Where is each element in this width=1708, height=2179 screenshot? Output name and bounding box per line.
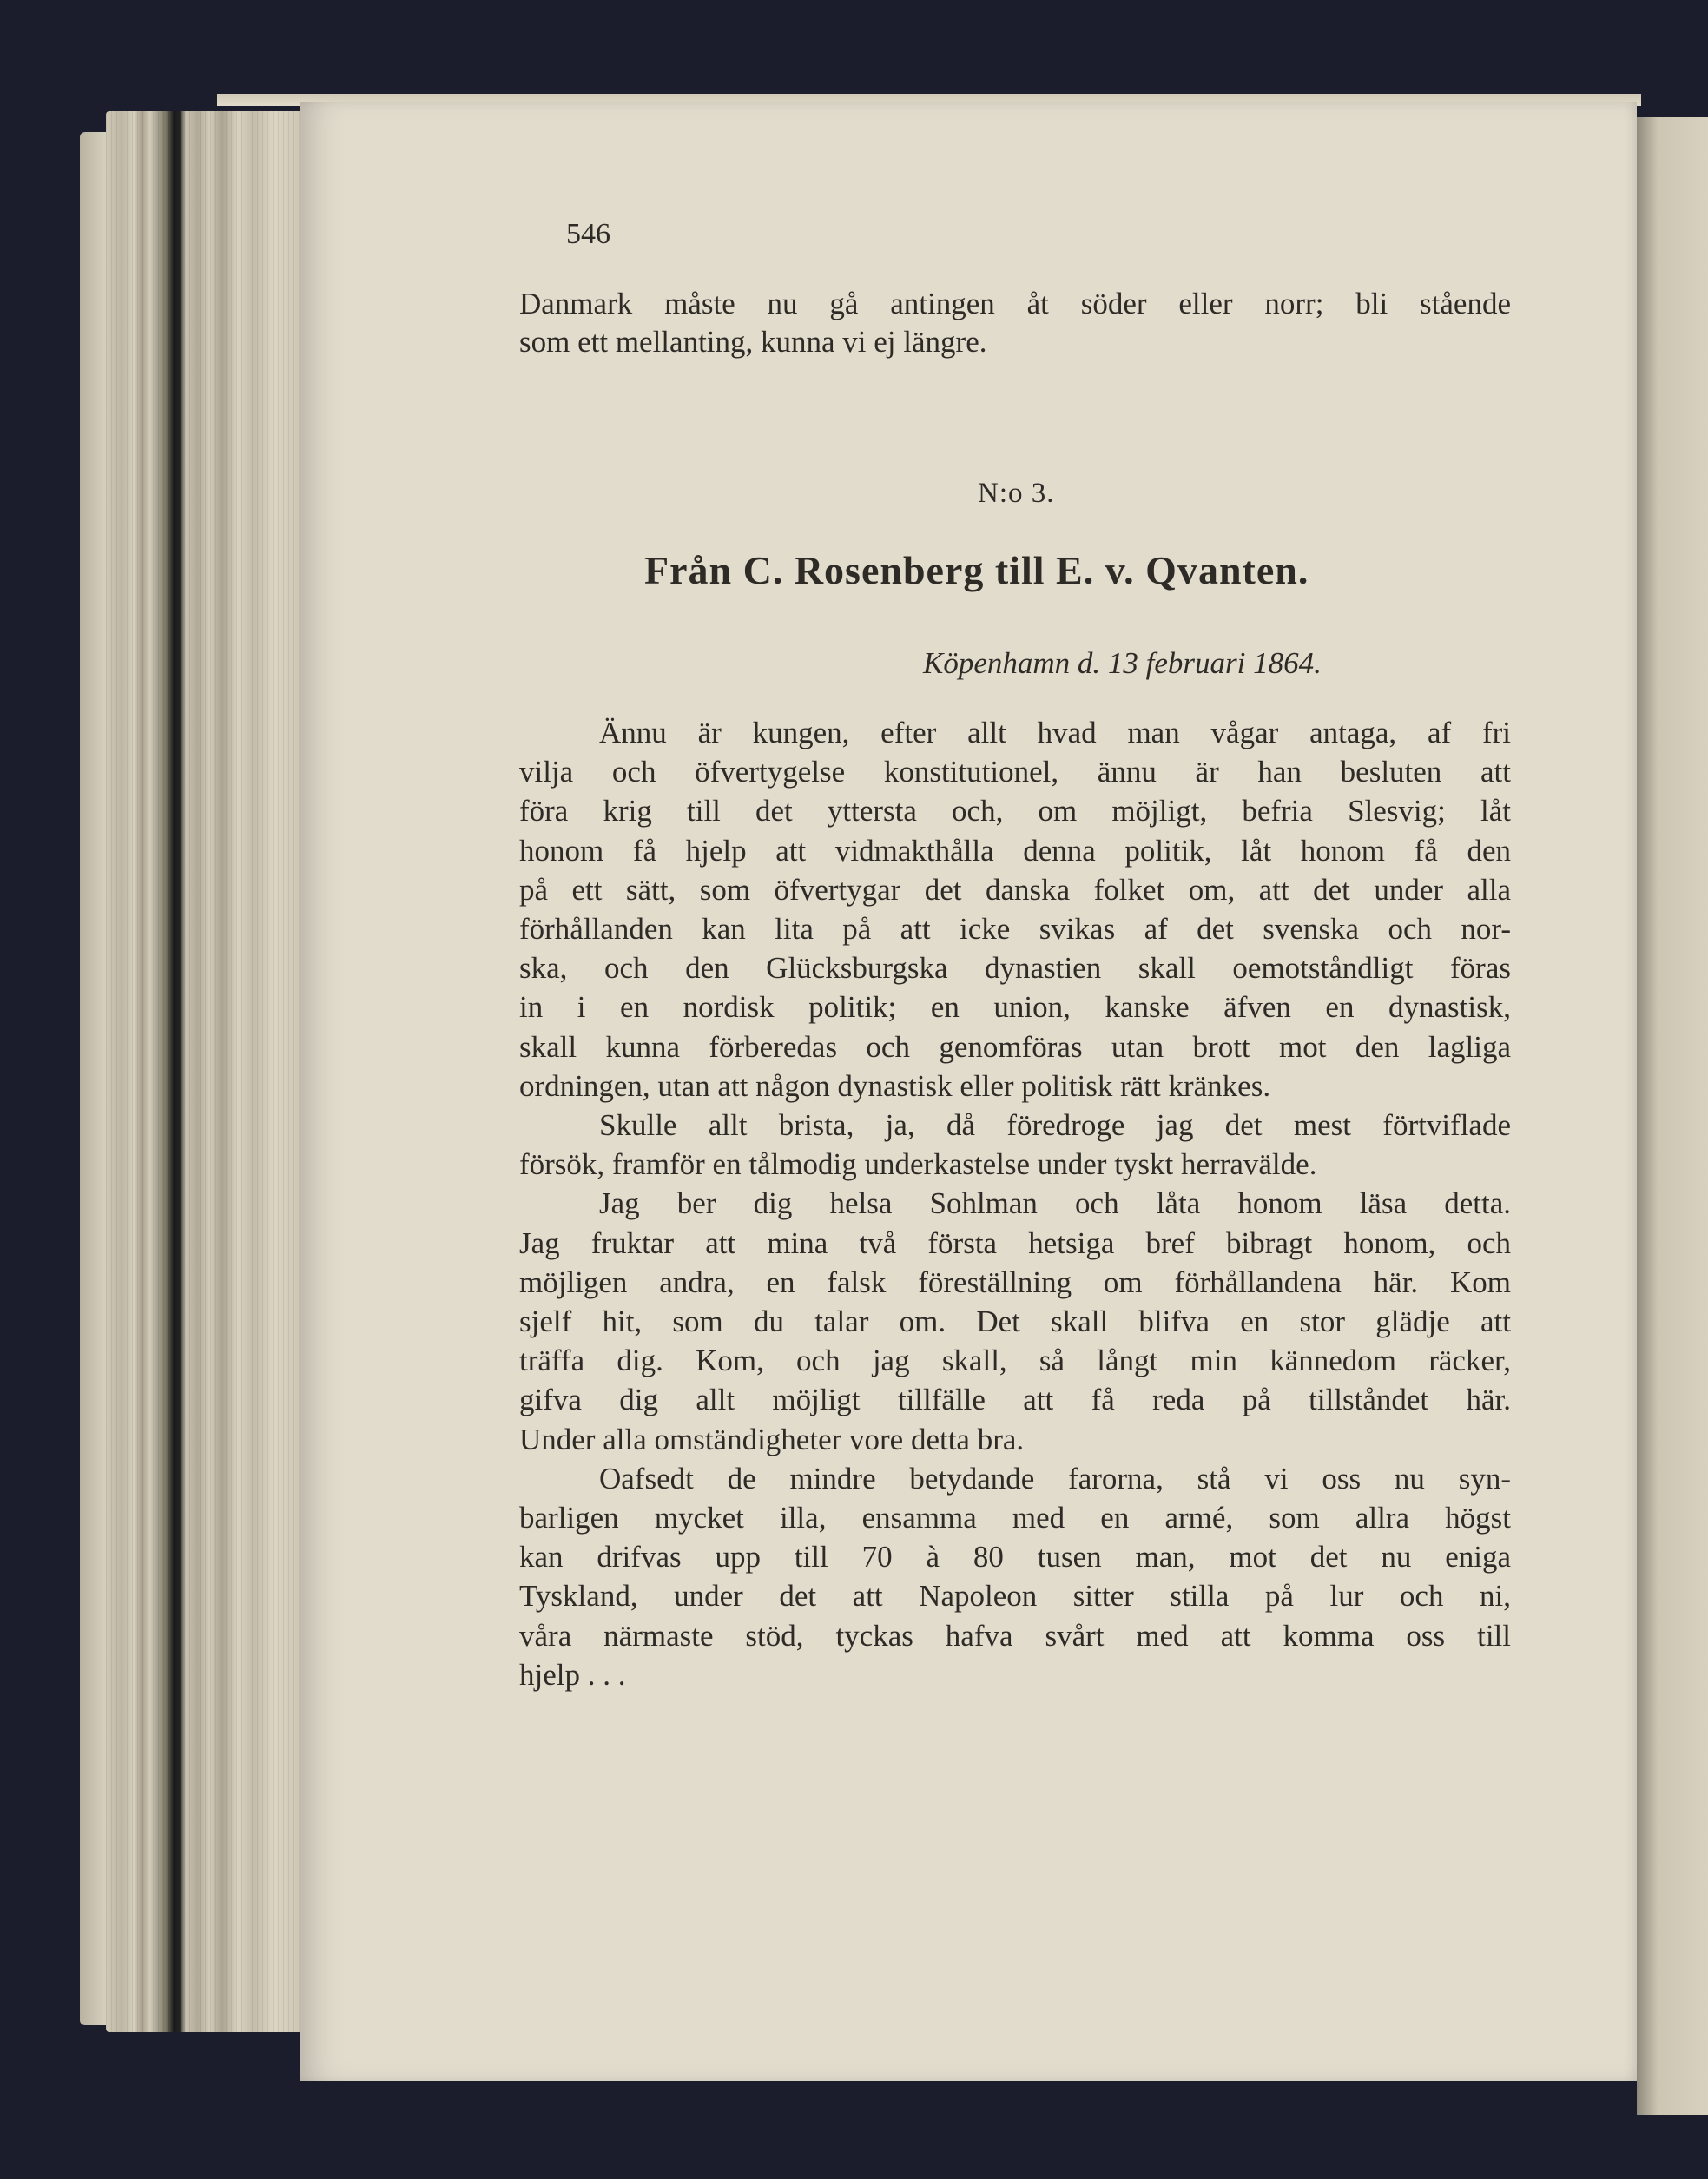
intro-line: Danmark måste nu gå antingen åt söder eller norr; bli stående (519, 287, 1511, 320)
book-page-stack (106, 111, 306, 2032)
body-line: Oafsedt de mindre betydande farorna, stå vi oss nu syn- (599, 1462, 1511, 1496)
body-line: sjelf hit, som du talar om. Det skall blifva en stor glädje att (519, 1304, 1511, 1338)
letter-number: N:o 3. (978, 478, 1055, 509)
body-line: Ännu är kungen, efter allt hvad man vågar antaga, af fri (599, 716, 1511, 749)
body-line: föra krig till det yttersta och, om möjligt, befria Slesvig; låt (519, 794, 1511, 828)
body-line: möjligen andra, en falsk föreställning om förhållandena här. Kom (519, 1265, 1511, 1299)
body-line: hjelp . . . (519, 1658, 626, 1692)
body-line: in i en nordisk politik; en union, kanske äfven en dynastisk, (519, 990, 1511, 1024)
body-line: barligen mycket illa, ensamma med en armé, som allra högst (519, 1501, 1511, 1535)
body-line: förhållanden kan lita på att icke svikas af det svenska och nor- (519, 912, 1511, 946)
intro-line: som ett mellanting, kunna vi ej längre. (519, 325, 987, 359)
body-line: vilja och öfvertygelse konstitutionel, ännu är han besluten att (519, 755, 1511, 789)
body-line: Skulle allt brista, ja, då föredroge jag det mest förtviflade (599, 1108, 1511, 1142)
body-line: försök, framför en tålmodig underkastelse under tyskt herravälde. (519, 1147, 1317, 1181)
body-line: Jag ber dig helsa Sohlman och låta honom läsa detta. (599, 1186, 1511, 1220)
body-line: skall kunna förberedas och genomföras utan brott mot den lagliga (519, 1030, 1511, 1064)
body-line: Tyskland, under det att Napoleon sitter stilla på lur och ni, (519, 1579, 1511, 1613)
body-line: honom få hjelp att vidmakthålla denna politik, låt honom få den (519, 834, 1511, 868)
body-line: på ett sätt, som öfvertygar det danska folket om, att det under alla (519, 873, 1511, 907)
letter-title: Från C. Rosenberg till E. v. Qvanten. (644, 548, 1309, 592)
facing-page-edge (1637, 117, 1708, 2115)
body-line: ordningen, utan att någon dynastisk eller politisk rätt kränkes. (519, 1069, 1271, 1103)
body-line: ska, och den Glücksburgska dynastien skall oemotståndligt föras (519, 951, 1511, 985)
body-line: Under alla omständigheter vore detta bra. (519, 1423, 1025, 1456)
body-line: kan drifvas upp till 70 à 80 tusen man, mot det nu eniga (519, 1540, 1511, 1574)
body-line: träffa dig. Kom, och jag skall, så långt min kännedom räcker, (519, 1344, 1511, 1377)
page-number: 546 (566, 218, 610, 250)
body-line: gifva dig allt möjligt tillfälle att få reda på tillståndet här. (519, 1383, 1511, 1416)
body-line: våra närmaste stöd, tyckas hafva svårt med att komma oss till (519, 1619, 1511, 1653)
letter-dateline: Köpenhamn d. 13 februari 1864. (923, 646, 1322, 680)
body-line: Jag fruktar att mina två första hetsiga bref bibragt honom, och (519, 1226, 1511, 1260)
